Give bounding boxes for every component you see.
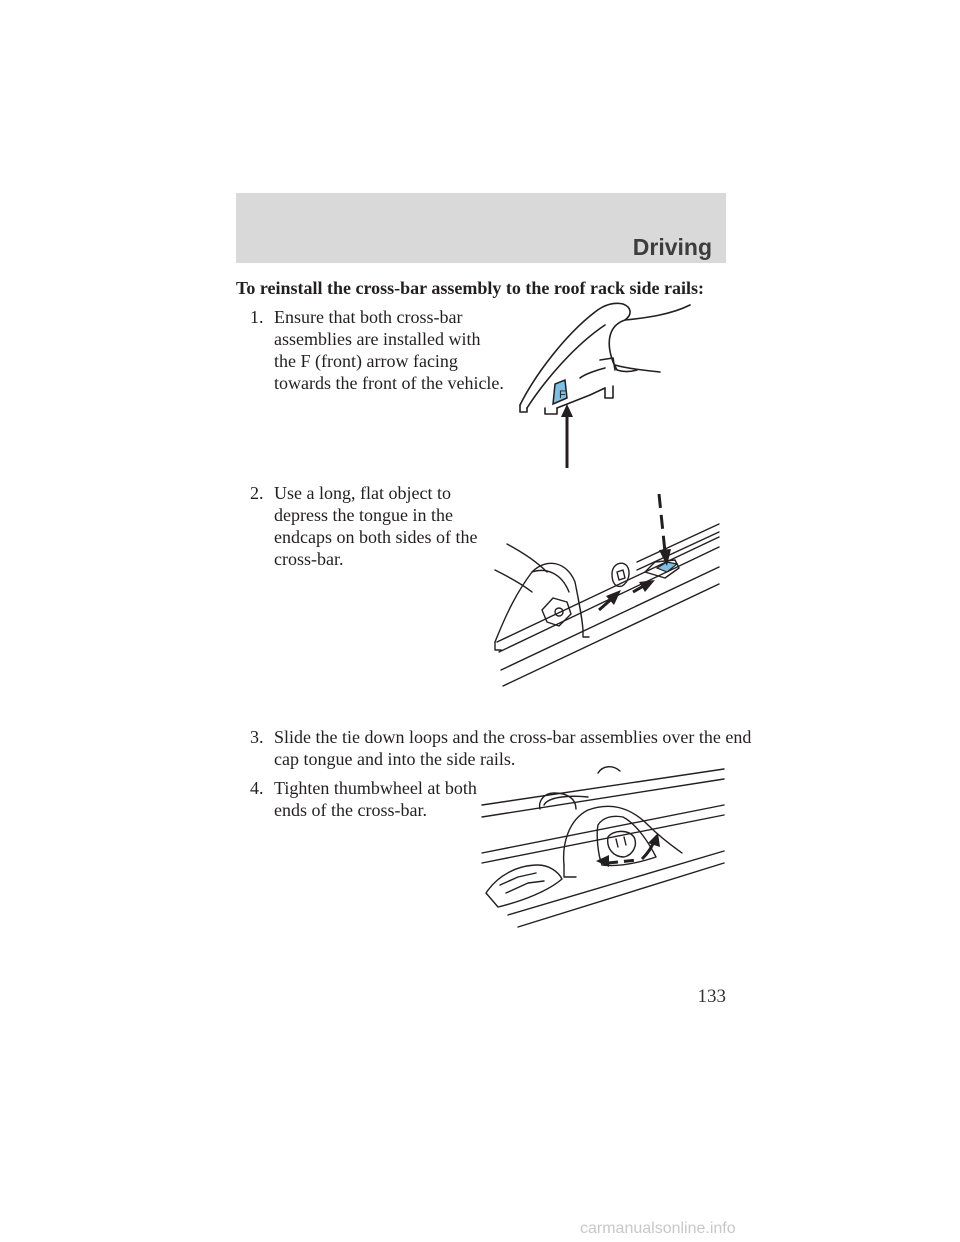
step-text: Ensure that both cross-bar assemblies are installed with the F (front) arrow facing towards the front of the vehicle. xyxy=(274,307,504,393)
step-4 xyxy=(250,777,494,821)
flat-object-dashed-arrow xyxy=(659,494,665,552)
watermark: carmanualsonline.info xyxy=(580,1220,736,1237)
front-arrow-illustration xyxy=(505,290,705,470)
intro-heading: To reinstall the cross-bar assembly to the roof rack side rails: xyxy=(236,278,704,298)
step-number: 2. xyxy=(250,483,264,503)
step-number: 3. xyxy=(250,727,264,747)
page-number: 133 xyxy=(697,986,726,1007)
thumbwheel-illustration xyxy=(478,765,726,928)
step-text: Tighten thumbwheel at both ends of the cross-bar. xyxy=(274,778,477,820)
step-number: 4. xyxy=(250,778,264,798)
step-1 xyxy=(250,306,504,394)
step-text: Slide the tie down loops and the cross-bar assemblies over the end cap tongue and into the side rails. xyxy=(274,727,752,769)
step-3 xyxy=(250,726,754,770)
header-band xyxy=(236,193,726,263)
section-title: Driving xyxy=(632,234,712,260)
step-text: Use a long, flat object to depress the tongue in the endcaps on both sides of the cross-bar. xyxy=(274,483,478,569)
step-2 xyxy=(250,482,489,570)
step-number: 1. xyxy=(250,307,264,327)
endcap-tongue-illustration xyxy=(487,492,723,688)
slide-arrow-2-head xyxy=(639,580,655,592)
front-arrow-label: F xyxy=(559,389,566,401)
